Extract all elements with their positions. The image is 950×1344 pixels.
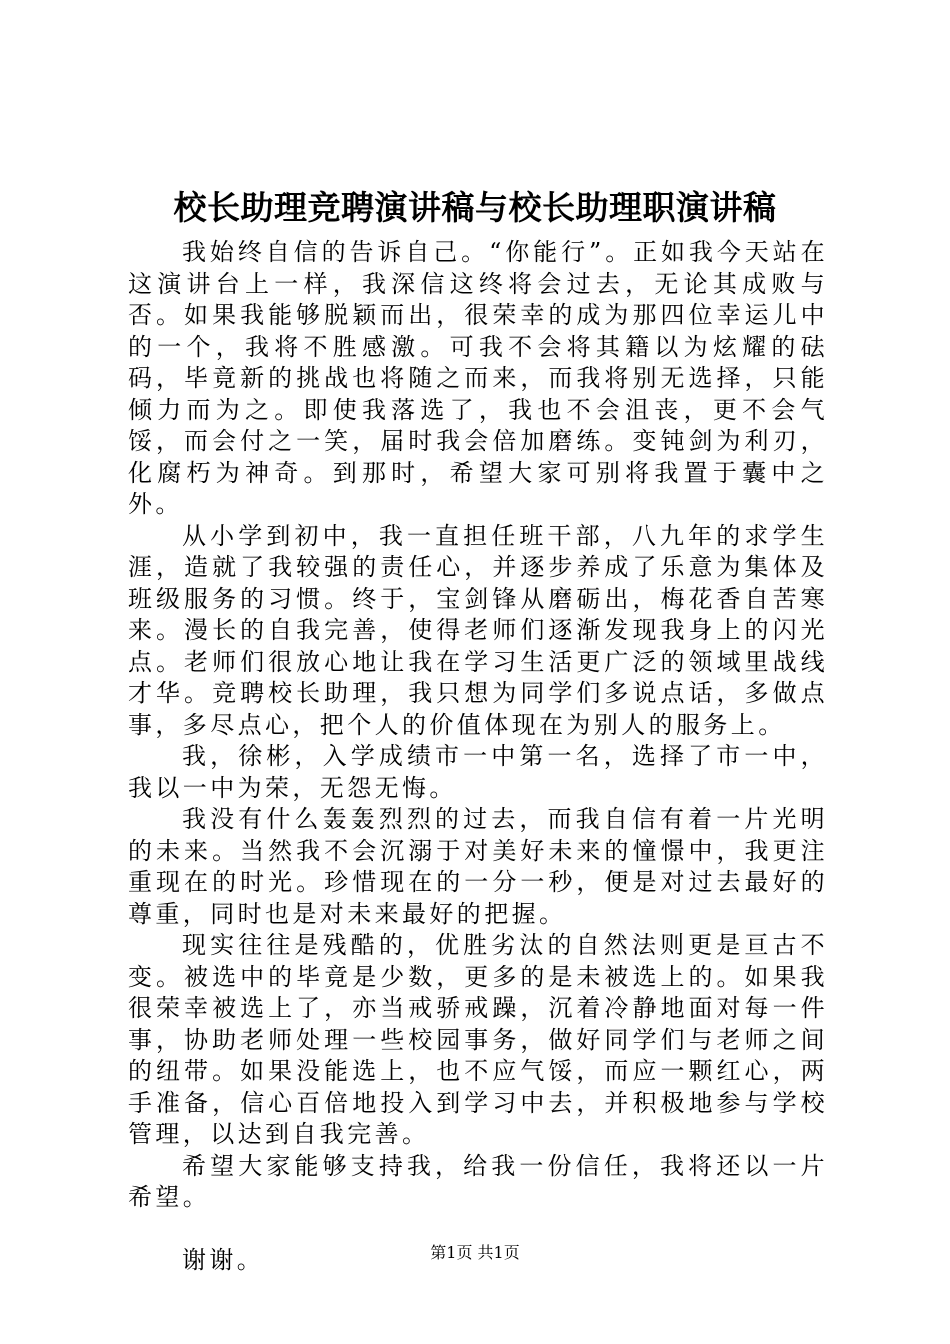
body-paragraph: 我，徐彬，入学成绩市一中第一名，选择了市一中，我以一中为荣，无怨无悔。 xyxy=(128,742,828,802)
document-title: 校长助理竞聘演讲稿与校长助理职演讲稿 xyxy=(173,188,777,227)
closing-line: 谢谢。 xyxy=(182,1246,265,1274)
document-body xyxy=(128,237,828,1277)
body-paragraph: 现实往往是残酷的，优胜劣汰的自然法则更是亘古不变。被选中的毕竟是少数，更多的是未被选上的。如果我很荣幸被选上了，亦当戒骄戒躁，沉着冷静地面对每一件事，协助老师处理一些校园事务，做好同学们与老师之间的纽带。如果没能选上，也不应气馁，而应一颗红心，两手准备，信心百倍地投入到学习中去，并积极地参与学校管理，以达到自我完善。 xyxy=(128,931,828,1148)
body-paragraph: 从小学到初中，我一直担任班干部，八九年的求学生涯，造就了我较强的责任心，并逐步养成了乐意为集体及班级服务的习惯。终于，宝剑锋从磨砺出，梅花香自苦寒来。漫长的自我完善，使得老师们逐渐发现我身上的闪光点。老师们很放心地让我在学习生活更广泛的领域里战线才华。竞聘校长助理，我只想为同学们多说点话，多做点事，多尽点心，把个人的价值体现在为别人的服务上。 xyxy=(128,521,828,739)
body-paragraph: 希望大家能够支持我，给我一份信任，我将还以一片希望。 xyxy=(128,1151,828,1211)
page-number-footer: 第1页 共1页 xyxy=(430,1243,520,1262)
body-paragraph: 我始终自信的告诉自己。“你能行”。正如我今天站在这演讲台上一样，我深信这终将会过去，无论其成败与否。如果我能够脱颖而出，很荣幸的成为那四位幸运儿中的一个，我将不胜感激。可我不会将其籍以为炫耀的砝码，毕竟新的挑战也将随之而来，而我将别无选择，只能倾力而为之。即使我落选了，我也不会沮丧，更不会气馁，而会付之一笑，届时我会倍加磨练。变钝剑为利刃，化腐朽为神奇。到那时，希望大家可别将我置于囊中之外。 xyxy=(128,238,828,518)
body-paragraph: 我没有什么轰轰烈烈的过去，而我自信有着一片光明的未来。当然我不会沉溺于对美好未来的憧憬中，我更注重现在的时光。珍惜现在的一分一秒，便是对过去最好的尊重，同时也是对未来最好的把握。 xyxy=(128,805,828,928)
